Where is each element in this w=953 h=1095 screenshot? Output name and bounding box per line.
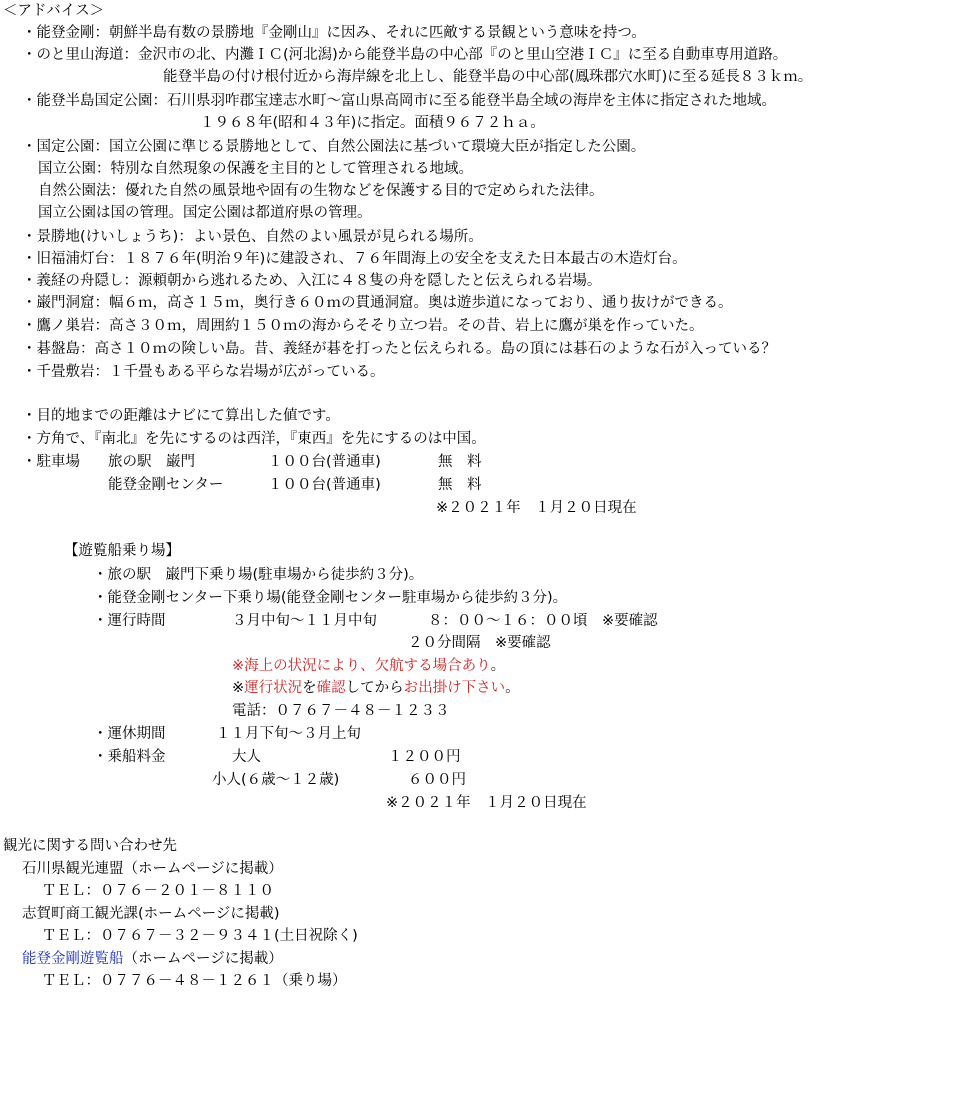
advice-item-quasi-park: ・能登半島国定公園：石川県羽咋郡宝達志水町～富山県高岡市に至る能登半島全域の海岸を主体に指定された地域。	[22, 93, 776, 109]
boat-homepage-link[interactable]: 能登金剛遊覧船	[22, 951, 124, 967]
contact-name-rest: （ホームページに掲載）	[123, 951, 283, 967]
boat-hours-time: ８：００～１６：００頃 ※要確認	[428, 613, 658, 629]
advice-header: ＜アドバイス＞	[3, 3, 105, 19]
warn-text: 海上の状況により、欠航する場合あり	[244, 658, 491, 674]
contact-tel: ＴＥＬ：０７６－２０１－８１１０	[42, 883, 274, 899]
advice-item-management: 国立公園は国の管理。国定公園は都道府県の管理。	[38, 205, 372, 221]
warn-mid: を	[302, 680, 317, 696]
boat-fare-price: １２００円	[388, 749, 461, 765]
parking-label: ・駐車場	[22, 454, 80, 470]
parking-fee: 無 料	[438, 477, 482, 493]
warn-red-status: 運行状況	[244, 680, 303, 696]
parking-asof: ※２０２１年 １月２０日現在	[436, 500, 637, 516]
note-direction: ・方角で、『南北』を先にするのは西洋，『東西』を先にするのは中国。	[22, 431, 486, 447]
advice-item-kotei-koen: ・国定公園：国立公園に準じる景勝地として、自然公園法に基づいて環境大臣が指定した公園。	[22, 139, 646, 155]
boat-stop-ganmon: ・旅の駅 巌門下乗り場(駐車場から徒歩約３分)。	[93, 567, 424, 583]
contact-name: 石川県観光連盟（ホームページに掲載）	[22, 861, 283, 877]
advice-item-notokongo: ・能登金剛：朝鮮半島有数の景勝地『金剛山』に因み、それに匹敵する景観という意味を持つ。	[22, 25, 646, 41]
boat-fare-price: ６００円	[408, 772, 466, 788]
contact-boat	[22, 948, 283, 970]
warn-red-confirm: 確認	[316, 680, 346, 696]
advice-item-senjojiki: ・千畳敷岩：１千畳もある平らな岩場が広がっている。	[22, 364, 385, 380]
contact-name: 志賀町商工観光課(ホームページに掲載)	[22, 906, 280, 922]
advice-item-funakakushi: ・義経の舟隠し：源頼朝から逃れるため、入江に４８隻の舟を隠したと伝えられる岩場。	[22, 273, 602, 289]
contact-tel: ＴＥＬ：０７６７－３２－９３４１(土日祝除く)	[42, 928, 358, 944]
advice-item-ganmon: ・巌門洞窟：幅６ｍ，高さ１５ｍ，奥行き６０ｍの貫通洞窟。奥は遊歩道になっており、通り抜けができる。	[22, 295, 733, 311]
advice-item-kokuritsu: 国立公園：特別な自然現象の保護を主目的として管理される地域。	[38, 161, 473, 177]
boat-hours-season: ３月中旬～１１月中旬	[232, 613, 377, 629]
advice-item-takanosu: ・鷹ノ巣岩：高さ３０ｍ，周囲約１５０ｍの海からそそり立つ岩。その昔、岩上に鷹が巣を作っていた。	[22, 318, 704, 334]
warn-mid: してから	[345, 680, 404, 696]
advice-item-keishochi: ・景勝地(けいしょうち)：よい景色、自然のよい風景が見られる場所。	[22, 229, 483, 245]
advice-item-satoyama-cont: 能登半島の付け根付近から海岸線を北上し、能登半島の中心部(鳳珠郡穴水町)に至る延長８３ｋｍ。	[163, 69, 813, 85]
contact-tel: ＴＥＬ：０７７６－４８－１２６１（乗り場）	[42, 973, 347, 989]
boat-closed-value: １１月下旬～３月上旬	[216, 726, 361, 742]
warn-mark: ※	[232, 658, 245, 674]
boat-fare-type: 小人(６歳～１２歳)	[212, 772, 340, 788]
parking-capacity: １００台(普通車)	[268, 477, 381, 493]
boat-interval: ２０分間隔 ※要確認	[408, 635, 551, 651]
warn-red-go: お出掛け下さい	[403, 680, 506, 696]
boat-fare-label: ・乗船料金	[93, 749, 166, 765]
advice-item-quasi-park-cont: １９６８年(昭和４３年)に指定。面積９６７２ｈａ。	[200, 115, 545, 131]
boat-asof: ※２０２１年 １月２０日現在	[386, 795, 587, 811]
contacts-title: 観光に関する問い合わせ先	[3, 838, 177, 854]
warn-mark: ※	[232, 680, 245, 696]
parking-name: 能登金剛センター	[108, 477, 224, 493]
note-distance: ・目的地までの距離はナビにて算出した値です。	[22, 408, 340, 424]
boat-fare-type: 大人	[232, 749, 261, 765]
boat-warning-weather	[232, 655, 505, 677]
warn-end: 。	[505, 680, 520, 696]
parking-fee: 無 料	[438, 454, 482, 470]
parking-name: 旅の駅 巌門	[108, 454, 195, 470]
advice-item-gobanjima: ・碁盤島：高さ１０ｍの険しい島。昔、義経が碁を打ったと伝えられる。島の頂には碁石のような石が入っている？	[22, 341, 776, 357]
warn-end: 。	[490, 658, 506, 674]
boat-warning-check	[232, 677, 520, 699]
advice-item-lighthouse: ・旧福浦灯台：１８７６年(明治９年)に建設され、７６年間海上の安全を支えた日本最古の木造灯台。	[22, 251, 687, 267]
advice-item-shizen-law: 自然公園法：優れた自然の風景地や固有の生物などを保護する目的で定められた法律。	[38, 183, 604, 199]
parking-capacity: １００台(普通車)	[268, 454, 381, 470]
advice-item-satoyama: ・のと里山海道：金沢市の北、内灘ＩＣ(河北潟)から能登半島の中心部『のと里山空港ＩＣ』に至る自動車専用道路。	[22, 47, 788, 63]
boat-phone: 電話：０７６７－４８－１２３３	[232, 703, 450, 719]
boat-hours-label: ・運行時間	[93, 613, 166, 629]
boat-stop-center: ・能登金剛センター下乗り場(能登金剛センター駐車場から徒歩約３分)。	[93, 590, 568, 606]
boat-closed-label: ・運休期間	[93, 726, 166, 742]
boat-title: 【遊覧船乗り場】	[64, 543, 180, 559]
